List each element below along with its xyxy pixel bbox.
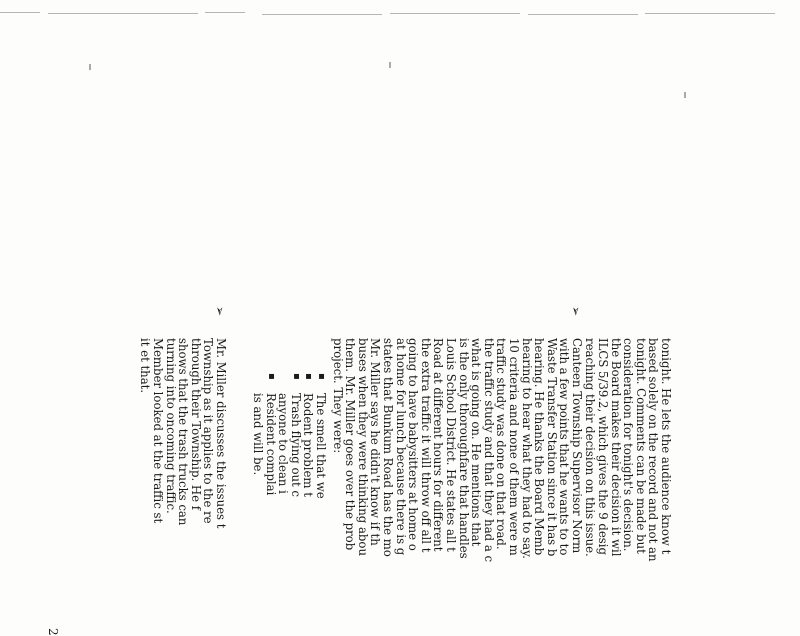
bullet-item: [264, 373, 277, 499]
text-line: 10 criteria and none of them were m: [507, 338, 522, 556]
text-line: the extra traffic it will throw off all t: [418, 338, 433, 553]
text-line: based solely on the record and not an: [646, 338, 661, 562]
scan-top-edge: [0, 6, 800, 20]
scan-mark: [389, 62, 391, 68]
text-line: Waste Transfer Station since it has b: [544, 338, 559, 557]
text-line: with a few points that he wants to to: [557, 338, 572, 556]
bullet-item: [302, 373, 315, 499]
text-line: reaching their decision on this issue.: [583, 338, 598, 557]
text-line: Mr. Miller discusses the issues t: [214, 338, 228, 529]
scan-mark: [684, 92, 686, 98]
bullet-item: [289, 373, 302, 499]
text-line: hearing to hear what they had to say.: [519, 338, 534, 559]
text-line: turning into oncoming traffic.: [163, 338, 178, 514]
text-line: tonight. He lets the audience know t: [659, 338, 673, 555]
text-line: the Board makes their decision it wil: [608, 338, 623, 557]
text-line: through their Township. He f: [188, 338, 203, 511]
text-line: Road at different hours for different: [431, 338, 446, 552]
text-line: traffic study was done on that road.: [494, 338, 509, 550]
arrow-bullet-icon: ➢: [569, 306, 583, 317]
text-line: consideration for tonight's decision.: [621, 338, 636, 552]
text-line: Mr. Miller says he didn't know if th: [368, 338, 383, 546]
scan-mark: [89, 64, 91, 70]
paragraph-miller-issues: [139, 338, 227, 528]
text-line: buses when they were thinking abou: [355, 338, 370, 556]
bullet-continuation: anyone to clean i: [276, 393, 291, 494]
text-line: at home for lunch because there is g: [393, 338, 408, 556]
bullet-item: [314, 373, 327, 499]
text-line: Member looked at the traffic st: [151, 338, 166, 524]
text-line: the traffic study and that they had a c: [481, 338, 496, 563]
rotated-document-page: [0, 88, 673, 636]
text-line: states that Bunkum Road has the mo: [381, 338, 396, 557]
text-line: tonight. Comments can be made but: [633, 338, 648, 554]
page-number: 2: [46, 628, 60, 636]
bullet-text: Trash flying out c: [288, 393, 303, 497]
text-line: them. Mr. Miller goes over the prob: [343, 338, 358, 551]
text-line: ILCS 5/39.2, which gives the 9 desig: [596, 338, 611, 556]
text-line: Township as it applies to the re: [201, 338, 216, 524]
text-line: hearing. He thanks the Board Memb: [532, 338, 547, 556]
text-line: Louis School District. He states all t: [444, 338, 459, 552]
arrow-bullet-icon: ➢: [213, 306, 227, 317]
paragraph-decision-criteria: [584, 338, 672, 561]
problem-bullet-list: [251, 373, 327, 499]
text-line: Canteen Township Supervisor Norm: [570, 338, 584, 554]
bullet-text: The smell that we: [314, 393, 328, 499]
text-line: shows that the trash trucks can: [176, 338, 191, 526]
text-line: it et that.: [138, 338, 153, 394]
bullet-text: Rodent problem t: [301, 393, 316, 497]
text-line: is the only thoroughfare that handles: [456, 338, 471, 559]
bullet-text: Resident complai: [263, 393, 278, 496]
text-line: going to have babysitters at home o: [406, 338, 421, 551]
text-line: what is going on. He mentions that: [469, 338, 484, 547]
paragraph-supervisor-comments: [331, 338, 583, 562]
bullet-continuation: is and will be.: [251, 393, 266, 476]
text-line: project. They were:: [330, 338, 345, 454]
